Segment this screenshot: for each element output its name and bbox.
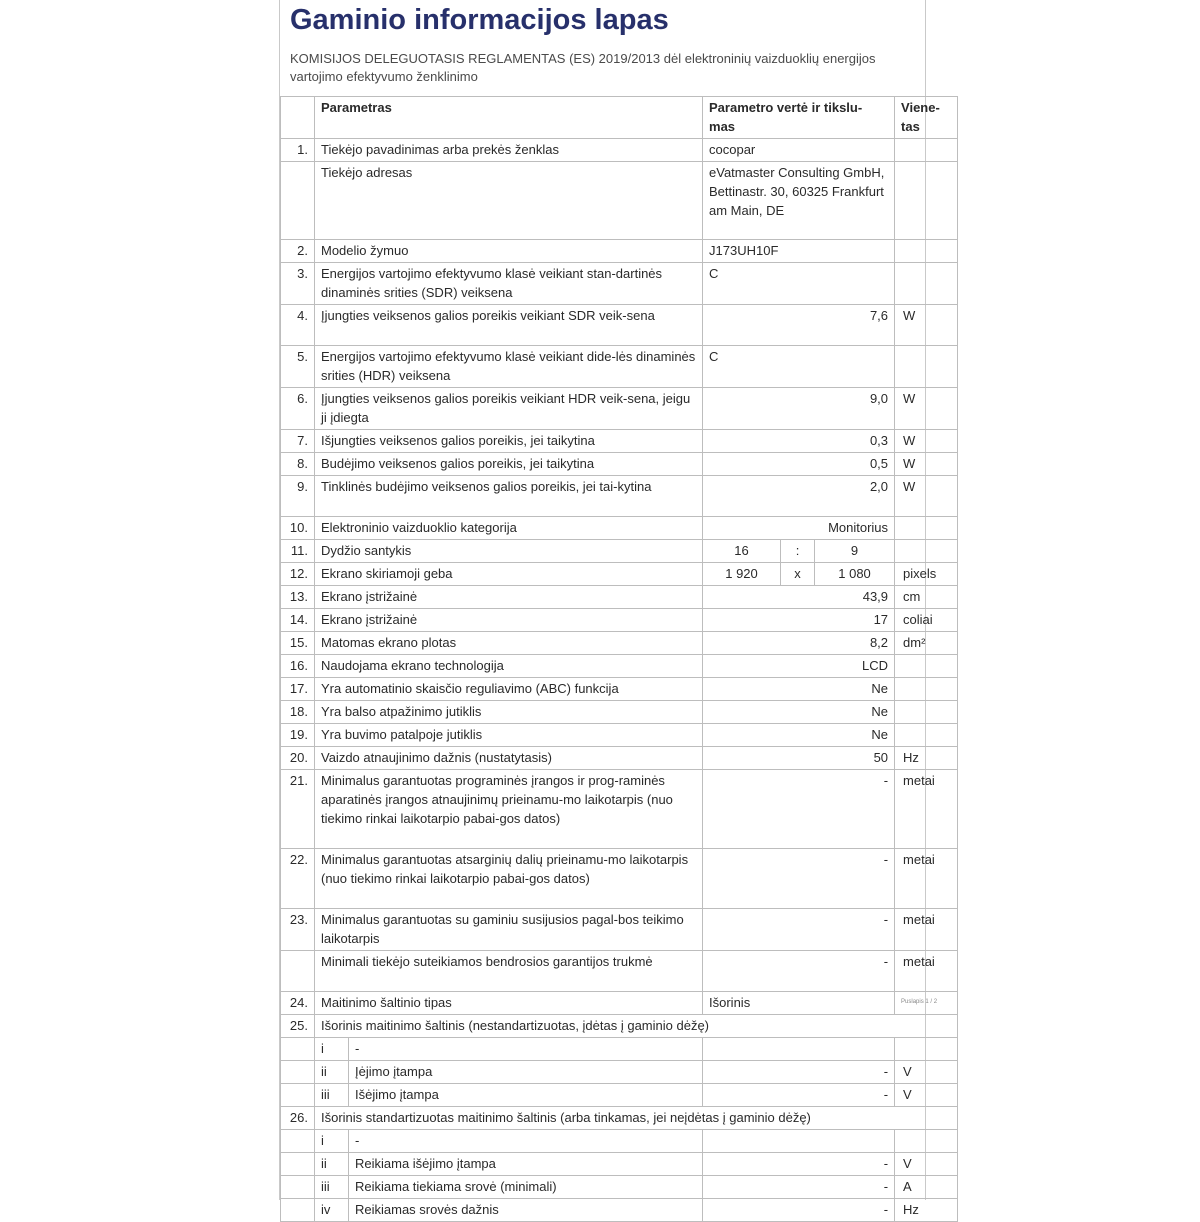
row-value-b: 1 080 [815,563,895,586]
section-row [281,1015,958,1038]
section-item-label: Įėjimo įtampa [349,1061,703,1084]
row-value-a: 1 920 [703,563,781,586]
section-item-label: Reikiama išėjimo įtampa [349,1153,703,1176]
section-item-row [281,1153,958,1176]
row-value: - [703,770,895,849]
row-value-a: 16 [703,540,781,563]
section-item-unit: A [895,1176,958,1199]
row-value-separator: x [781,563,815,586]
section-item-unit [895,1038,958,1061]
row-number: 12. [281,563,315,586]
header-parameter: Parametras [315,97,703,139]
table-row [281,770,958,849]
section-item-row [281,1038,958,1061]
section-item-spacer [281,1038,315,1061]
section-item-label: Išėjimo įtampa [349,1084,703,1107]
row-unit: W [895,453,958,476]
row-value: - [703,909,895,951]
row-number: 24. [281,992,315,1015]
row-parameter: Minimalus garantuotas programinės įrangos ir prog-raminės aparatinės įrangos atnaujinimų prieinamu-mo laikotarpis (nuo tiekimo rinkai laikotarpio pabai-gos datos) [315,770,703,849]
section-title: Išorinis maitinimo šaltinis (nestandartizuotas, įdėtas į gaminio dėžę) [315,1015,958,1038]
row-unit [895,346,958,388]
table-row [281,430,958,453]
row-number: 14. [281,609,315,632]
section-item-index: i [315,1038,349,1061]
section-item-label: - [349,1130,703,1153]
row-unit [895,655,958,678]
section-number: 25. [281,1015,315,1038]
row-parameter: Energijos vartojimo efektyvumo klasė veikiant dide-lės dinaminės srities (HDR) veiksena [315,346,703,388]
row-value: Išorinis [703,992,895,1015]
table-row [281,388,958,430]
row-unit: coliai [895,609,958,632]
header-nr [281,97,315,139]
row-unit: W [895,388,958,430]
table-row [281,517,958,540]
row-number: 5. [281,346,315,388]
table-row [281,305,958,346]
row-number: 9. [281,476,315,517]
table-header-row [281,97,958,139]
row-value: 2,0 [703,476,895,517]
document-subtitle: KOMISIJOS DELEGUOTASIS REGLAMENTAS (ES) 2019/2013 dėl elektroninių vaizduoklių energijos vartojimo efektyvumo ženklinimo [290,51,876,84]
table-row [281,849,958,909]
header-unit: Viene-tas [895,97,958,139]
row-value: 0,3 [703,430,895,453]
product-information-sheet [279,0,940,1217]
row-parameter: Budėjimo veiksenos galios poreikis, jei taikytina [315,453,703,476]
row-value: cocopar [703,139,895,162]
table-row [281,992,958,1015]
row-parameter: Yra automatinio skaisčio reguliavimo (ABC) funkcija [315,678,703,701]
row-parameter: Modelio žymuo [315,240,703,263]
section-item-value [703,1038,895,1061]
row-unit: Hz [895,747,958,770]
parameters-table [280,96,958,1222]
section-item-unit: Hz [895,1199,958,1222]
row-parameter: Yra balso atpažinimo jutiklis [315,701,703,724]
row-parameter: Maitinimo šaltinio tipas [315,992,703,1015]
row-value: Ne [703,678,895,701]
row-unit: metai [895,909,958,951]
row-number: 19. [281,724,315,747]
row-unit: W [895,305,958,346]
section-item-index: i [315,1130,349,1153]
header-value: Parametro vertė ir tikslu-mas [703,97,895,139]
row-unit: metai [895,770,958,849]
table-row [281,476,958,517]
row-parameter: Tinklinės budėjimo veiksenos galios poreikis, jei tai-kytina [315,476,703,517]
table-row [281,747,958,770]
section-item-value: - [703,1199,895,1222]
row-value: Ne [703,701,895,724]
row-unit [895,701,958,724]
document-title: Gaminio informacijos lapas [290,4,669,36]
table-row [281,655,958,678]
section-item-spacer [281,1061,315,1084]
row-number: 8. [281,453,315,476]
row-value: 17 [703,609,895,632]
row-unit: W [895,476,958,517]
row-number [281,162,315,240]
section-item-spacer [281,1153,315,1176]
row-parameter: Minimalus garantuotas atsarginių dalių prieinamu-mo laikotarpis (nuo tiekimo rinkai laikotarpio pabai-gos datos) [315,849,703,909]
row-number: 15. [281,632,315,655]
section-number: 26. [281,1107,315,1130]
row-value: Monitorius [703,517,895,540]
section-item-label: Reikiama tiekiama srovė (minimali) [349,1176,703,1199]
section-item-value: - [703,1176,895,1199]
row-number: 10. [281,517,315,540]
row-number [281,951,315,992]
section-item-spacer [281,1176,315,1199]
row-number: 18. [281,701,315,724]
row-value: C [703,346,895,388]
table-row [281,609,958,632]
section-item-value: - [703,1153,895,1176]
row-value: 43,9 [703,586,895,609]
row-number: 23. [281,909,315,951]
row-unit: pixels [895,563,958,586]
section-item-spacer [281,1199,315,1222]
section-row [281,1107,958,1130]
row-value: LCD [703,655,895,678]
row-number: 21. [281,770,315,849]
row-number: 1. [281,139,315,162]
row-number: 13. [281,586,315,609]
row-unit [895,139,958,162]
section-item-unit: V [895,1153,958,1176]
table-row [281,139,958,162]
section-item-row [281,1130,958,1153]
row-parameter: Tiekėjo adresas [315,162,703,240]
row-value: 9,0 [703,388,895,430]
row-unit [895,240,958,263]
table-row [281,453,958,476]
row-value: 0,5 [703,453,895,476]
table-row [281,263,958,305]
row-unit [895,540,958,563]
section-item-label: Reikiamas srovės dažnis [349,1199,703,1222]
table-row [281,563,958,586]
table-row [281,540,958,563]
row-value: C [703,263,895,305]
row-parameter: Įjungties veiksenos galios poreikis veikiant HDR veik-sena, jeigu ji įdiegta [315,388,703,430]
row-parameter: Minimalus garantuotas su gaminiu susijusios pagal-bos teikimo laikotarpis [315,909,703,951]
table-row [281,678,958,701]
row-number: 2. [281,240,315,263]
row-parameter: Naudojama ekrano technologija [315,655,703,678]
section-item-label: - [349,1038,703,1061]
row-parameter: Išjungties veiksenos galios poreikis, jei taikytina [315,430,703,453]
row-parameter: Matomas ekrano plotas [315,632,703,655]
section-item-unit [895,1130,958,1153]
row-parameter: Įjungties veiksenos galios poreikis veikiant SDR veik-sena [315,305,703,346]
section-title: Išorinis standartizuotas maitinimo šaltinis (arba tinkamas, jei neįdėtas į gaminio dėžę) [315,1107,958,1130]
section-item-index: iii [315,1176,349,1199]
section-item-index: iv [315,1199,349,1222]
row-parameter: Elektroninio vaizduoklio kategorija [315,517,703,540]
section-item-row [281,1199,958,1222]
section-item-unit: V [895,1084,958,1107]
page-marker: Puslapis 1 / 2 [895,992,958,1015]
table-row [281,909,958,951]
row-number: 3. [281,263,315,305]
row-number: 20. [281,747,315,770]
row-number: 11. [281,540,315,563]
section-item-row [281,1084,958,1107]
row-value: Ne [703,724,895,747]
row-unit: W [895,430,958,453]
row-unit [895,517,958,540]
table-row [281,346,958,388]
table-row [281,701,958,724]
row-unit [895,263,958,305]
row-unit: dm² [895,632,958,655]
row-number: 16. [281,655,315,678]
row-parameter: Ekrano įstrižainė [315,586,703,609]
section-item-spacer [281,1084,315,1107]
row-value: - [703,951,895,992]
row-value: 8,2 [703,632,895,655]
row-value: - [703,849,895,909]
row-unit [895,162,958,240]
table-row [281,586,958,609]
row-value-b: 9 [815,540,895,563]
row-value: J173UH10F [703,240,895,263]
row-unit: metai [895,951,958,992]
table-row [281,240,958,263]
section-item-value: - [703,1084,895,1107]
row-value: eVatmaster Consulting GmbH, Bettinastr. 30, 60325 Frankfurt am Main, DE [703,162,895,240]
table-row [281,632,958,655]
row-unit: metai [895,849,958,909]
section-item-unit: V [895,1061,958,1084]
section-item-index: ii [315,1061,349,1084]
row-number: 22. [281,849,315,909]
section-item-spacer [281,1130,315,1153]
section-item-index: iii [315,1084,349,1107]
table-row [281,162,958,240]
row-value: 50 [703,747,895,770]
row-parameter: Minimali tiekėjo suteikiamos bendrosios garantijos trukmė [315,951,703,992]
row-parameter: Vaizdo atnaujinimo dažnis (nustatytasis) [315,747,703,770]
section-item-value [703,1130,895,1153]
row-parameter: Ekrano skiriamoji geba [315,563,703,586]
row-parameter: Tiekėjo pavadinimas arba prekės ženklas [315,139,703,162]
section-item-index: ii [315,1153,349,1176]
row-number: 6. [281,388,315,430]
row-value-separator: : [781,540,815,563]
table-row [281,724,958,747]
section-item-row [281,1061,958,1084]
section-item-row [281,1176,958,1199]
row-number: 4. [281,305,315,346]
table-row [281,951,958,992]
row-number: 7. [281,430,315,453]
row-parameter: Yra buvimo patalpoje jutiklis [315,724,703,747]
row-value: 7,6 [703,305,895,346]
row-unit [895,678,958,701]
row-parameter: Ekrano įstrižainė [315,609,703,632]
row-unit [895,724,958,747]
row-parameter: Dydžio santykis [315,540,703,563]
section-item-value: - [703,1061,895,1084]
row-unit: cm [895,586,958,609]
row-parameter: Energijos vartojimo efektyvumo klasė veikiant stan-dartinės dinaminės srities (SDR) veiksena [315,263,703,305]
row-number: 17. [281,678,315,701]
